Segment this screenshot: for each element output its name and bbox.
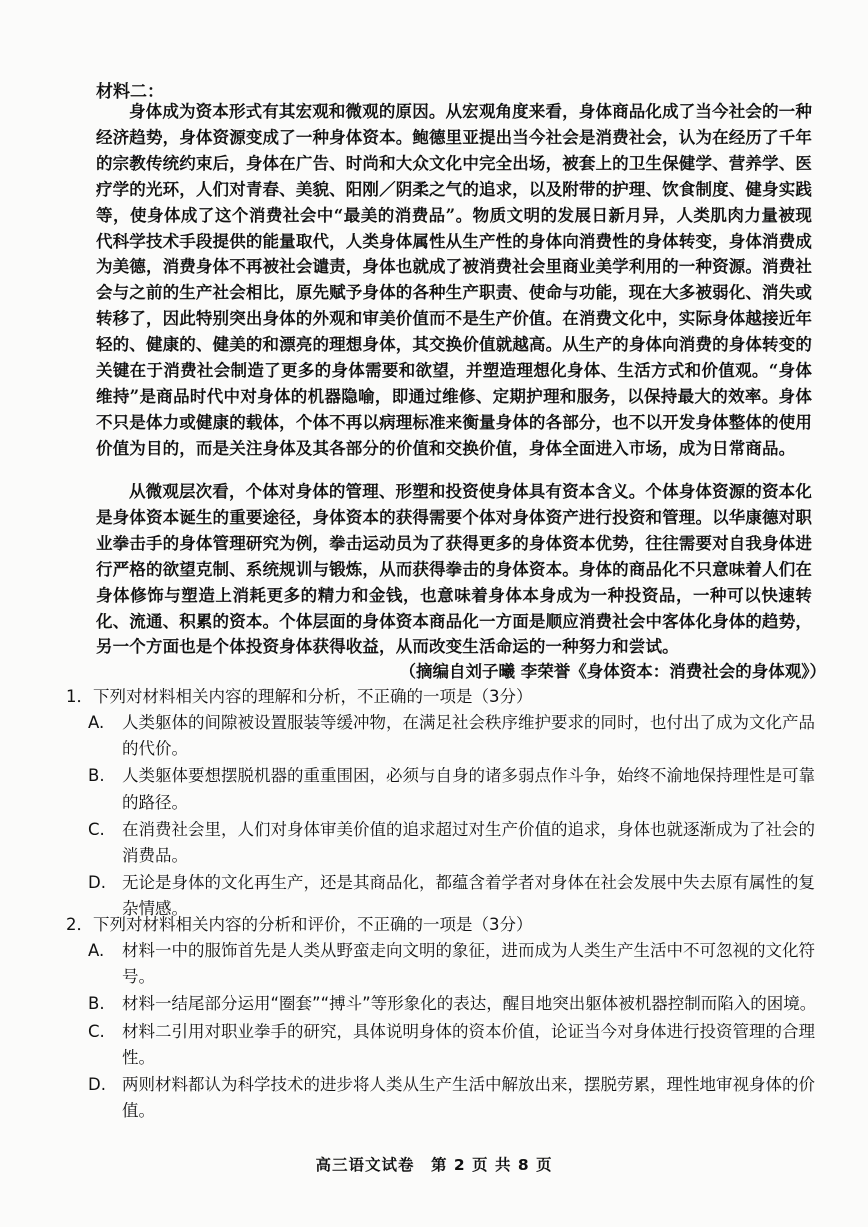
option-a: [66, 710, 818, 762]
option-text: 材料二引用对职业拳手的研究，具体说明身体的资本价值，论证当今对身体进行投资管理的合理性。: [122, 1021, 815, 1067]
option-a: [66, 938, 818, 990]
material-heading: 材料二：: [96, 82, 164, 102]
passage-text: 从微观层次看，个体对身体的管理、形塑和投资使身体具有资本含义。个体身体资源的资本化是身体资本诞生的重要途径，身体资本的获得需要个体对身体资产进行投资和管理。以华康德对职业拳击手的身体管理研究为例，拳击运动员为了获得更多的身体资本优势，往往需要对自我身体进行严格的欲望克制、系统规训与锻炼，从而获得拳击的身体资本。身体的商品化不只意味着人们在身体修饰与塑造上消耗更多的精力和金钱，也意味着身体本身成为一种投资品，一种可以快速转化、流通、积累的资本。个体层面的身体资本商品化一方面是顺应消费社会中客体化身体的趋势，另一个方面也是个体投资身体获得收益，从而改变生活命运的一种努力和尝试。: [96, 482, 812, 657]
question-stem: 2．下列对材料相关内容的分析和评价，不正确的一项是（3分）: [66, 915, 533, 934]
option-text: 人类躯体的间隙被设置服装等缓冲物，在满足社会秩序维护要求的同时，也付出了成为文化产品的代价。: [122, 713, 815, 759]
passage-paragraph-1: [96, 99, 812, 462]
option-d: [66, 1072, 818, 1124]
option-text: 材料一中的服饰首先是人类从野蛮走向文明的象征，进而成为人类生产生活中不可忽视的文化符号。: [122, 941, 815, 987]
option-text: 材料一结尾部分运用“圈套”“搏斗”等形象化的表达，醒目地突出躯体被机器控制而陷入的困境。: [122, 994, 817, 1014]
question-2: [66, 912, 818, 1125]
source-citation: （摘编自刘子曦 李荣誉《身体资本：消费社会的身体观》）: [399, 662, 826, 681]
option-text: 人类躯体要想摆脱机器的重重围困，必须与自身的诸多弱点作斗争，始终不渝地保持理性是可靠的路径。: [122, 766, 815, 812]
passage-paragraph-2: [96, 479, 812, 660]
option-letter: B.: [88, 994, 105, 1014]
option-letter: A.: [88, 941, 105, 960]
question-1: [66, 684, 818, 924]
option-text: 无论是身体的文化再生产，还是其商品化，都蕴含着学者对身体在社会发展中失去原有属性的复杂情感。: [122, 873, 815, 919]
option-letter: B.: [88, 766, 105, 786]
option-c: [66, 1019, 818, 1071]
question-stem: 1．下列对材料相关内容的理解和分析，不正确的一项是（3分）: [66, 687, 533, 706]
option-letter: C.: [88, 1021, 105, 1041]
page-footer: 高三语文试卷 第 2 页 共 8 页: [315, 1156, 553, 1174]
option-letter: D.: [88, 873, 106, 893]
option-b: [66, 991, 818, 1017]
option-letter: A.: [88, 713, 105, 732]
option-b: [66, 763, 818, 815]
option-text: 在消费社会里，人们对身体审美价值的追求超过对生产价值的追求，身体也就逐渐成为了社会的消费品。: [122, 819, 815, 866]
option-letter: C.: [88, 819, 105, 839]
passage-text: 身体成为资本形式有其宏观和微观的原因。从宏观角度来看，身体商品化成了当今社会的一种经济趋势，身体资源变成了一种身体资本。鲍德里亚提出当今社会是消费社会，认为在经历了千年的宗教传统约束后，身体在广告、时尚和大众文化中完全出场，被套上的卫生保健学、营养学、医疗学的光环，人们对青春、美貌、阳刚／阴柔之气的追求，以及附带的护理、饮食制度、健身实践等，使身体成了这个消费社会中“最美的消费品”。物质文明的发展日新月异，人类肌肉力量被现代科学技术手段提供的能量取代，人类身体属性从生产性的身体向消费性的身体转变，身体消费成为美德，消费身体不再被社会谴责，身体也就成了被消费社会里商业美学利用的一种资源。消费社会与之前的生产社会相比，原先赋予身体的各种生产职责、使命与功能，现在大多被弱化、消失或转移了，因此特别突出身体的外观和审美价值而不是生产价值。在消费文化中，实际身体越接近年轻的、健康的、健美的和漂亮的理想身体，其交换价值就越高。从生产的身体向消费的身体转变的关键在于消费社会制造了更多的身体需要和欲望，并塑造理想化身体、生活方式和价值观。“身体维持”是商品时代中对身体的机器隐喻，即通过维修、定期护理和服务，以保持最大的效率。身体不只是体力或健康的载体，个体不再以病理标准来衡量身体的各部分，也不以开发身体整体的使用价值为目的，而是关注身体及其各部分的价值和交换价值，身体全面进入市场，成为日常商品。: [96, 102, 812, 458]
option-c: [66, 817, 818, 869]
option-text: 两则材料都认为科学技术的进步将人类从生产生活中解放出来，摆脱劳累，理性地审视身体的价值。: [122, 1075, 815, 1121]
option-letter: D.: [88, 1075, 106, 1095]
